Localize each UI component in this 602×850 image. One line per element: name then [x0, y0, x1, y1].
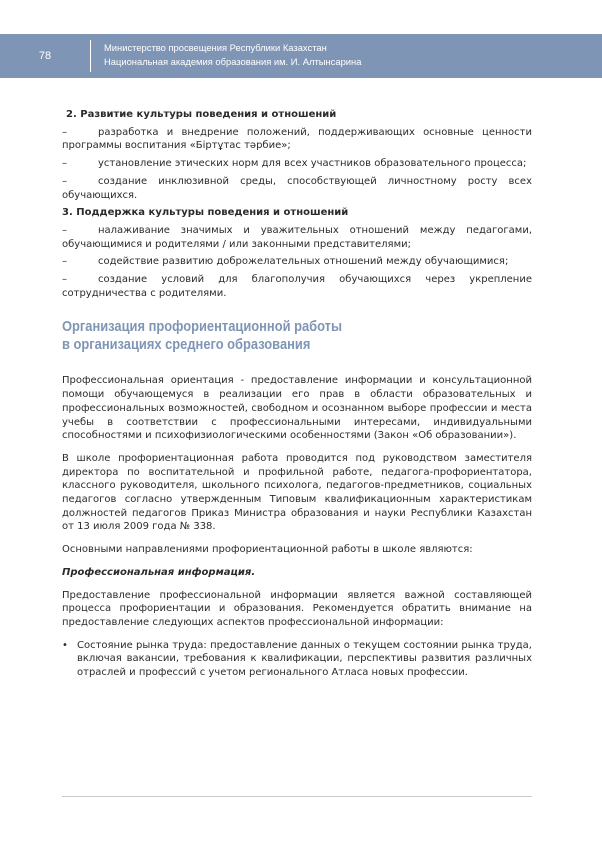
- list-item: [62, 175, 532, 202]
- list-item: [62, 224, 532, 251]
- header-divider: [90, 40, 91, 72]
- section3-title: 3. Поддержка культуры поведения и отношений: [62, 207, 349, 219]
- heading-line: в организациях среднего образования: [62, 336, 311, 354]
- list-item-text: создание инклюзивной среды, способствующей личностному росту всех обучающихся.: [62, 175, 532, 201]
- list-item-text: налаживание значимых и уважительных отношений между педагогами, обучающимися и родителями / или законными представителями;: [62, 224, 532, 250]
- list-item-text: содействие развитию доброжелательных отношений между обучающимися;: [98, 256, 509, 268]
- bullet-text: Состояние рынка труда: предоставление данных о текущем состоянии рынка труда, включая вакансии, требования к квалификации, перспективы развития различных отраслей и профессий с учетом регионального Атласа новых профессии.: [77, 639, 532, 679]
- header-organization: [104, 41, 361, 69]
- list-item: [62, 255, 532, 269]
- list-item: [62, 157, 532, 171]
- footer-divider: [62, 796, 532, 797]
- header-ministry: Министерство просвещения Республики Казахстан: [104, 42, 327, 53]
- list-item-text: установление этических норм для всех участников образовательного процесса;: [98, 158, 527, 170]
- paragraph: Предоставление профессиональной информации является важной составляющей процесса профориентации и образования. Рекомендуется обратить внимание на предоставление следующих аспектов профессиональной информации:: [62, 589, 532, 628]
- list-item-text: создание условий для благополучия обучающихся через укрепление сотрудничества с родителями.: [62, 274, 532, 299]
- bullet-icon: •: [62, 639, 68, 651]
- heading-line: Организация профориентационной работы: [62, 318, 343, 336]
- list-item: [62, 273, 532, 300]
- dash-marker: –: [62, 256, 67, 268]
- dash-marker: –: [62, 158, 67, 170]
- page-header: [0, 34, 602, 78]
- section2-title: 2. Развитие культуры поведения и отношений: [66, 109, 337, 120]
- paragraph: Основными направлениями профориентационной работы в школе являются:: [62, 544, 473, 556]
- page-number: 78: [38, 50, 52, 62]
- subheading: Профессиональная информация.: [62, 566, 256, 578]
- page-content: [62, 108, 532, 680]
- header-academy: Национальная академия образования им. И. Алтынсарина: [104, 56, 362, 67]
- paragraph: Профессиональная ориентация - предоставление информации и консультационной помощи обучающемуся в реализации его прав в области образовательных и профессиональных возможностей, свободном и осознанном выборе профессии и места учебы в соответствии с профессиональными интересами, индивидуальными способностями и психофизиологическими особенностями (Закон «Об образовании»).: [62, 375, 532, 442]
- dash-marker: –: [62, 175, 67, 187]
- list-item-text: разработка и внедрение положений, поддерживающих основные ценности программы воспитания «Біртұтас тәрбие»;: [62, 126, 532, 152]
- dash-marker: –: [62, 126, 67, 138]
- list-item: [62, 126, 532, 153]
- career-guidance-heading: [62, 318, 466, 354]
- bullet-item: [62, 639, 532, 680]
- paragraph: В школе профориентационная работа проводится под руководством заместителя директора по воспитательной и профильной работе, педагога-профориентатора, классного руководителя, школьного психолога, педагогов-предметников, социальных педагогов согласно утвержденным Типовым квалификационным характеристикам должностей педагогов Приказ Министра образования и науки Республики Казахстан от 13 июля 2009 года № 338.: [62, 452, 532, 533]
- dash-marker: –: [62, 274, 67, 286]
- dash-marker: –: [62, 224, 67, 236]
